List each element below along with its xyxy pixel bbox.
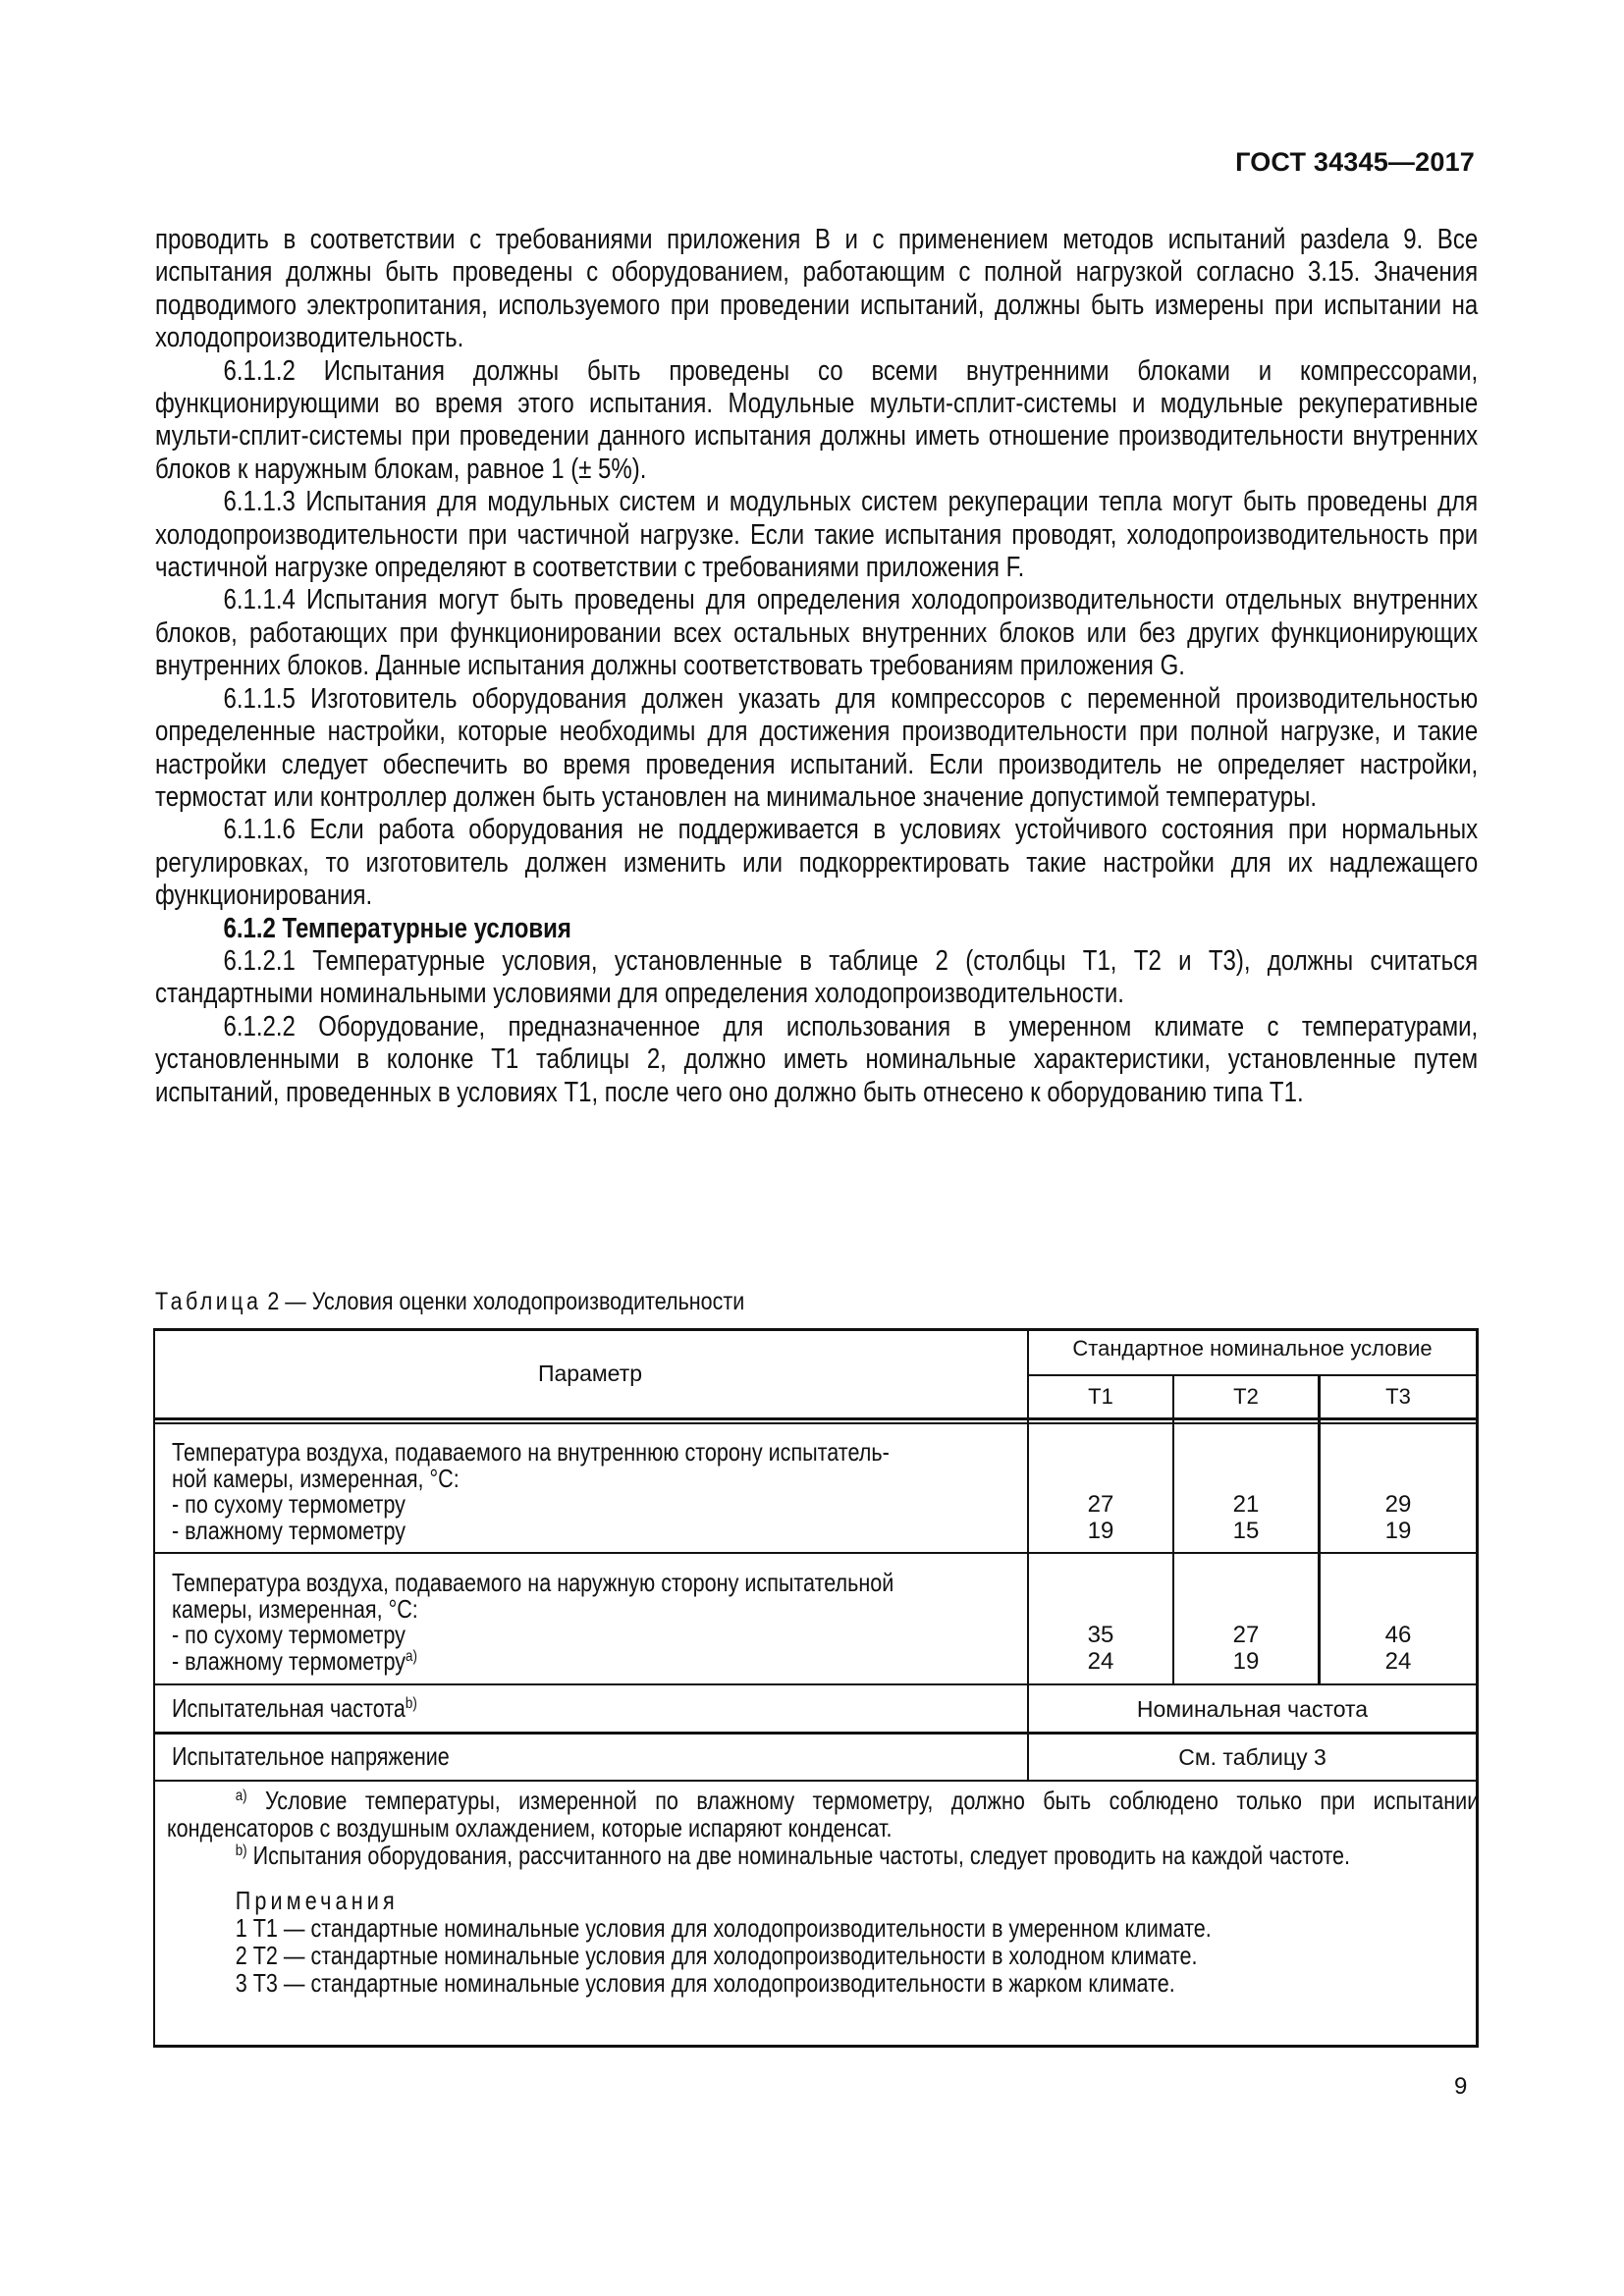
header-standard-condition: Стандартное номинальное условие (1072, 1336, 1433, 1361)
value: 27 (1087, 1491, 1114, 1518)
body-text (155, 224, 1478, 1109)
row-indoor-line-1: Температура воздуха, подаваемого на внутреннюю сторону испытатель- (172, 1437, 890, 1467)
header-t2: Т2 (1233, 1384, 1259, 1409)
row-indoor-t3 (1321, 1492, 1476, 1544)
row-indoor-t2 (1174, 1492, 1318, 1544)
header-t1: Т1 (1088, 1384, 1113, 1409)
section-heading: 6.1.2 Температурные условия (223, 912, 571, 944)
row-voltage-param: Испытательное напряжение (172, 1741, 450, 1771)
row-outdoor-line-3: - по сухому термометру (172, 1620, 406, 1649)
header-double-line-2 (153, 1422, 1479, 1424)
footnote-ref-b: b) (405, 1694, 417, 1713)
row-outdoor-t3 (1321, 1623, 1476, 1675)
footnote-mark-b: b) (235, 1842, 247, 1860)
row-outdoor-line-4-text: - влажному термометру (172, 1645, 406, 1676)
table-caption (155, 1288, 744, 1316)
row-outdoor-line-1: Температура воздуха, подаваемого на наружную сторону испытательной (172, 1568, 894, 1597)
note-1: 1 Т1 — стандартные номинальные условия для холодопроизводительности в умеренном климате. (235, 1913, 1212, 1943)
table-caption-label: Таблица (155, 1288, 262, 1315)
row-outdoor-t2 (1174, 1623, 1318, 1675)
footnote-b (167, 1842, 1479, 1869)
note-3: 3 Т3 — стандартные номинальные условия для холодопроизводительности в жарком климате. (235, 1968, 1175, 1998)
value: 21 (1232, 1491, 1260, 1518)
page-number: 9 (1454, 2073, 1468, 2100)
row-frequency-param (172, 1695, 417, 1722)
value: 46 (1384, 1622, 1412, 1648)
footnote-a (167, 1787, 1479, 1842)
row-frequency-label: Испытательная частота (172, 1693, 406, 1723)
header-param: Параметр (537, 1361, 643, 1386)
paragraph-6-1-1-2: 6.1.1.2 Испытания должны быть проведены со всеми внутренними блоками и компрессорами, функционирующими во время этого испытания. Модульные мульти-сплит-системы и модульные рекуперативные мульти-сплит-системы при проведении данного испытания должны иметь отношение производительности внутренних блоков к наружным блокам, равное 1 (± 5%). (155, 354, 1479, 485)
row-divider-2 (153, 1683, 1479, 1685)
document-id-header: ГОСТ 34345—2017 (1235, 147, 1475, 177)
value: 19 (1384, 1517, 1412, 1544)
table-border-left (153, 1328, 155, 2048)
paragraph-6-1-2-2: 6.1.2.2 Оборудование, предназначенное для использования в умеренном климате с температурами, установленными в колонке Т1 таблицы 2, должно иметь номинальные характеристики, установленные путем испытаний, проведенных в условиях Т1, после чего оно должно быть отнесено к оборудованию типа Т1. (155, 1010, 1479, 1108)
row-outdoor-t1 (1029, 1623, 1172, 1675)
header-double-line-1 (153, 1417, 1479, 1420)
value: 19 (1232, 1647, 1260, 1675)
value: 19 (1087, 1517, 1114, 1544)
value: 27 (1232, 1622, 1260, 1648)
paragraph: проводить в соответствии с требованиями приложения В и с применением методов испытаний разdела 9. Все испытания должны быть проведены с оборудованием, работающим с полной нагрузкой согласно 3.15. Значения подводимого электропитания, используемого при проведении испытаний, должны быть измерены при испытании на холодопроизводительность. (155, 224, 1479, 354)
footnote-ref-a: а) (406, 1646, 417, 1665)
footnote-mark-a: а) (235, 1787, 247, 1805)
row-indoor-t1 (1029, 1492, 1172, 1544)
paragraph-6-1-1-6: 6.1.1.6 Если работа оборудования не поддерживается в условиях устойчивого состояния при нормальных регулировках, то изготовитель должен изменить или подкорректировать такие настройки для их надлежащего функционирования. (155, 814, 1479, 912)
paragraph-6-1-2-1: 6.1.2.1 Температурные условия, установленные в таблице 2 (столбцы Т1, Т2 и Т3), должны считаться стандартными номинальными условиями для определения холодопроизводительности. (155, 944, 1479, 1010)
row-frequency-value: Номинальная частота (1136, 1696, 1369, 1722)
table-border-top (153, 1328, 1479, 1331)
row-outdoor-line-2: камеры, измеренная, °С: (172, 1593, 418, 1624)
value: 24 (1384, 1647, 1412, 1675)
value: 35 (1087, 1622, 1114, 1648)
paragraph-6-1-1-3: 6.1.1.3 Испытания для модульных систем и модульных систем рекуперации тепла могут быть проведены для холодопроизводительности при частичной нагрузке. Если такие испытания проводят, холодопроизводительность при частичной нагрузке определяют в соответствии с требованиями приложения F. (155, 486, 1479, 584)
table-footnotes (167, 1787, 1479, 1997)
value: 29 (1384, 1491, 1412, 1518)
row-indoor-param (172, 1439, 890, 1543)
value: 15 (1232, 1517, 1260, 1544)
footnote-b-text: Испытания оборудования, рассчитанного на две номинальные частоты, следует проводить на каждой частоте. (246, 1841, 1351, 1870)
header-group-divider (1027, 1374, 1479, 1376)
footnote-a-text: Условие температуры, измеренной по влажному термометру, должно быть соблюдено только при испытании конденсаторов с воздушным охлаждением, которые испаряют конденсат. (167, 1786, 1480, 1842)
row-outdoor-param (172, 1570, 893, 1674)
row-divider-1 (153, 1552, 1479, 1554)
paragraph-6-1-1-5: 6.1.1.5 Изготовитель оборудования должен указать для компрессоров с переменной производительностью определенные настройки, которые необходимы для достижения производительности при полной нагрузке, и такие настройки следует обеспечить во время проведения испытаний. Если производитель не определяет настройки, термостат или контроллер должен быть установлен на минимальное значение допустимой температуры. (155, 682, 1479, 813)
row-indoor-line-4: - влажному термометру (172, 1515, 406, 1545)
row-voltage-value: См. таблицу 3 (1178, 1744, 1326, 1770)
row-indoor-line-3: - по сухому термометру (172, 1489, 406, 1519)
paragraph-6-1-1-4: 6.1.1.4 Испытания могут быть проведены для определения холодопроизводительности отдельных внутренних блоков, работающих при функционировании всех остальных внутренних блоков или без других функционирующих внутренних блоков. Данные испытания должны соответствовать требованиям приложения G. (155, 584, 1479, 682)
row-divider-4 (153, 1780, 1479, 1782)
notes-title: Примечания (235, 1886, 399, 1915)
row-outdoor-line-4 (172, 1645, 893, 1676)
note-2: 2 Т2 — стандартные номинальные условия для холодопроизводительности в холодном климате. (235, 1941, 1198, 1970)
header-t3: Т3 (1385, 1384, 1411, 1409)
row-indoor-line-2: ной камеры, измеренная, °С: (172, 1463, 460, 1493)
value: 24 (1087, 1647, 1114, 1675)
table-border-bottom (153, 2045, 1479, 2048)
row-divider-3 (153, 1732, 1479, 1735)
table-caption-title: 2 — Условия оценки холодопроизводительности (261, 1288, 745, 1315)
